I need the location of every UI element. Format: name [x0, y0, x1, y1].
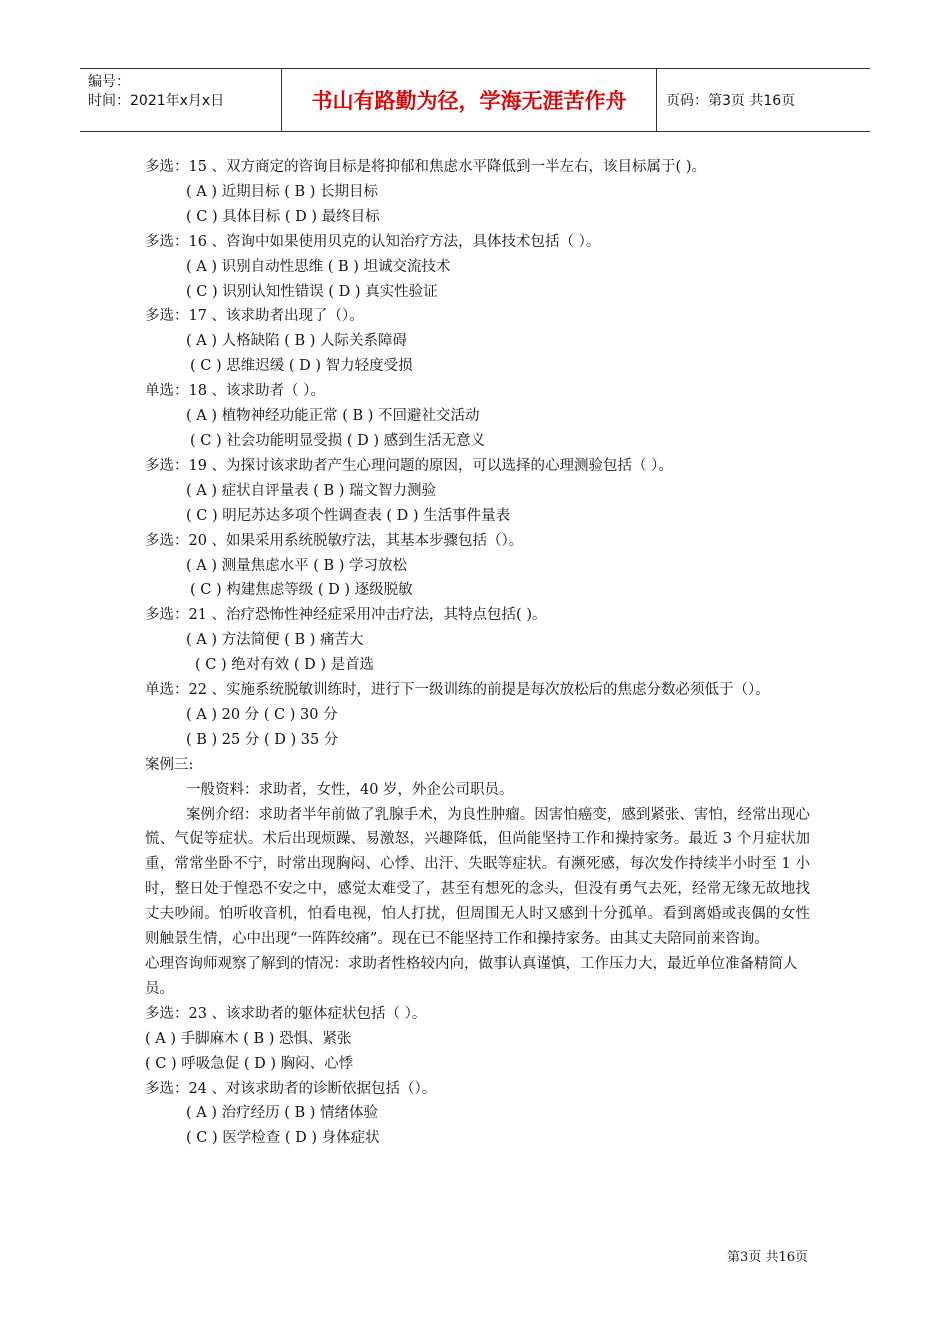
option-line: ( C ) 具体目标 ( D ) 最终目标 — [186, 208, 380, 225]
option-line: ( C ) 呼吸急促 ( D ) 胸闷、心悸 — [145, 1055, 354, 1072]
header-motto: 书山有路勤为径，学海无涯苦作舟 — [311, 89, 627, 113]
question-19: 多选：19 、为探讨该求助者产生心理问题的原因，可以选择的心理测验包括（ ）。 — [145, 457, 673, 474]
option-line: ( B ) 25 分 ( D ) 35 分 — [186, 731, 339, 748]
option-line: ( C ) 识别认知性错误 ( D ) 真实性验证 — [186, 283, 438, 300]
document-body — [145, 155, 810, 1151]
option-line: ( A ) 植物神经功能正常 ( B ) 不回避社交活动 — [186, 408, 480, 425]
option-line: ( A ) 20 分 ( C ) 30 分 — [186, 706, 338, 723]
header-meta — [88, 73, 278, 111]
option-line: ( C ) 医学检查 ( D ) 身体症状 — [186, 1130, 380, 1147]
option-line: ( A ) 症状自评量表 ( B ) 瑞文智力测验 — [186, 482, 437, 499]
option-line: ( A ) 近期目标 ( B ) 长期目标 — [186, 183, 379, 200]
option-line: ( C ) 构建焦虑等级 ( D ) 逐级脱敏 — [190, 582, 413, 599]
header-divider — [656, 69, 657, 131]
case-introduction: 案例介绍：求助者半年前做了乳腺手术，为良性肿瘤。因害怕癌变，感到紧张、害怕，经常出现心慌、气促等症状。术后出现烦躁、易激怒，兴趣降低，但尚能坚持工作和操持家务。最近 3 个月症状加重，常常坐卧不宁，时常出现胸闷、心悸、出汗、失眠等症状。有濒死感，每次发作持续半小时至 1 小时，整日处于惶恐不安之中，感觉太难受了，甚至有想死的念头，但没有勇气去死，经常无缘无故地找丈夫吵闹。怕听收音机，怕看电视，怕人打扰，但周围无人时又感到十分孤单。看到离婚或丧偶的女性则触景生情，心中出现“一阵阵绞痛”。现在已不能坚持工作和操持家务。由其丈夫陪同前来咨询。 — [145, 806, 810, 948]
option-line: ( C ) 社会功能明显受损 ( D ) 感到生活无意义 — [190, 432, 486, 449]
page-header — [80, 68, 870, 132]
option-line: ( A ) 识别自动性思维 ( B ) 坦诚交流技术 — [186, 258, 451, 275]
serial-label: 编号： — [88, 74, 130, 90]
time-label: 时间：2021年x月x日 — [88, 93, 225, 109]
option-line: ( C ) 绝对有效 ( D ) 是首选 — [195, 657, 375, 674]
page-footer: 第3页 共16页 — [727, 1250, 808, 1265]
question-23: 多选：23 、该求助者的躯体症状包括（ ）。 — [145, 1005, 427, 1022]
option-line: ( C ) 思维迟缓 ( D ) 智力轻度受损 — [190, 358, 413, 375]
counselor-observation: 心理咨询师观察了解到的情况：求助者性格较内向，做事认真谨慎，工作压力大，最近单位准备精简人员。 — [145, 956, 798, 997]
question-24: 多选：24 、对该求助者的诊断依据包括（）。 — [145, 1080, 437, 1097]
option-line: ( A ) 方法简便 ( B ) 痛苦大 — [186, 632, 364, 649]
option-line: ( C ) 明尼苏达多项个性调查表 ( D ) 生活事件量表 — [186, 507, 511, 524]
question-18: 单选：18 、该求助者（ ）。 — [145, 383, 325, 400]
question-21: 多选：21 、治疗恐怖性神经症采用冲击疗法，其特点包括( )。 — [145, 607, 547, 624]
header-page-number: 页码：第3页 共16页 — [666, 93, 796, 109]
option-line: ( A ) 测量焦虑水平 ( B ) 学习放松 — [186, 557, 408, 574]
case-heading: 案例三: — [145, 756, 194, 773]
option-line: ( A ) 人格缺陷 ( B ) 人际关系障碍 — [186, 333, 408, 350]
option-line: ( A ) 手脚麻木 ( B ) 恐惧、紧张 — [145, 1030, 352, 1047]
question-20: 多选：20 、如果采用系统脱敏疗法，其基本步骤包括（）。 — [145, 532, 524, 549]
question-15: 多选：15 、双方商定的咨询目标是将抑郁和焦虑水平降低到一半左右，该目标属于( )。 — [145, 159, 706, 175]
question-22: 单选：22 、实施系统脱敏训练时，进行下一级训练的前提是每次放松后的焦虑分数必须低于（）。 — [145, 682, 770, 699]
question-16: 多选：16 、咨询中如果使用贝克的认知治疗方法，具体技术包括（ ）。 — [145, 233, 601, 250]
option-line: ( A ) 治疗经历 ( B ) 情绪体验 — [186, 1105, 379, 1122]
question-17: 多选：17 、该求助者出现了（）。 — [145, 308, 364, 325]
case-general-info: 一般资料：求助者，女性，40 岁，外企公司职员。 — [186, 781, 514, 798]
